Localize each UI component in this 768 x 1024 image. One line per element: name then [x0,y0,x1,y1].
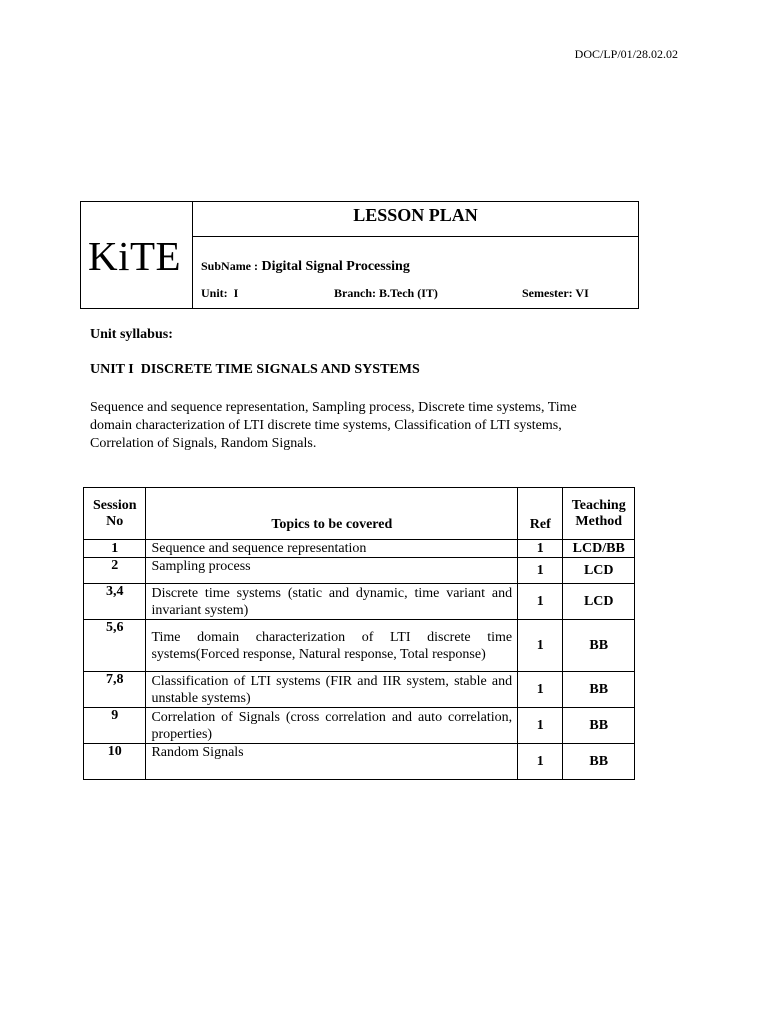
method-header-line2: Method [575,513,623,529]
session-no-header [84,488,146,540]
sessions-table [83,487,635,780]
ref-header: Ref [518,488,563,540]
table-row [84,744,635,780]
ref: 1 [518,672,563,708]
session-no: 9 [84,708,146,744]
ref: 1 [518,558,563,584]
method-header-line1: Teaching [571,497,626,513]
semester-field: Semester: VI [522,286,589,300]
ref: 1 [518,620,563,672]
session-no: 2 [84,558,146,584]
unit-heading: UNIT I DISCRETE TIME SIGNALS AND SYSTEMS [90,362,420,377]
teaching-method: LCD [563,558,635,584]
session-header-line2: No [106,513,124,529]
topic: Time domain characterization of LTI discrete time systems(Forced response, Natural response, Total response) [146,620,518,672]
teaching-method: LCD [563,584,635,620]
session-no: 3,4 [84,584,146,620]
teaching-method-header [563,488,635,540]
subject-name-row [201,259,410,275]
topic: Classification of LTI systems (FIR and IIR system, stable and unstable systems) [146,672,518,708]
topic: Random Signals [146,744,518,780]
topic: Discrete time systems (static and dynamic, time variant and invariant system) [146,584,518,620]
session-no: 7,8 [84,672,146,708]
ref: 1 [518,744,563,780]
ref: 1 [518,584,563,620]
topics-header: Topics to be covered [146,488,518,540]
topic: Sampling process [146,558,518,584]
ref: 1 [518,540,563,558]
topic: Correlation of Signals (cross correlation and auto correlation, properties) [146,708,518,744]
logo-cell [81,202,193,308]
session-header-line1: Session [92,497,137,513]
teaching-method: BB [563,620,635,672]
table-row [84,708,635,744]
subname-value: Digital Signal Processing [261,259,410,274]
unit-syllabus-label: Unit syllabus: [90,327,173,342]
table-row [84,620,635,672]
branch-field: Branch: B.Tech (IT) [334,286,438,300]
teaching-method: BB [563,708,635,744]
ref: 1 [518,708,563,744]
teaching-method: BB [563,744,635,780]
syllabus-text: Sequence and sequence representation, Sampling process, Discrete time systems, Time domain characterization of LTI discrete time systems, Classification of LTI systems, Correlation of Signals, Random Signals. [90,400,577,451]
table-row [84,672,635,708]
kite-logo: KiTE [88,233,182,279]
unit-field: Unit: I [201,286,239,300]
table-row [84,558,635,584]
table-row [84,584,635,620]
teaching-method: BB [563,672,635,708]
subname-label: SubName : [201,259,259,273]
page-title: LESSON PLAN [193,202,638,237]
table-row [84,540,635,558]
topic: Sequence and sequence representation [146,540,518,558]
session-no: 1 [84,540,146,558]
document-code: DOC/LP/01/28.02.02 [574,47,678,61]
teaching-method: LCD/BB [563,540,635,558]
session-no: 5,6 [84,620,146,672]
lesson-plan-header [80,201,639,309]
table-header-row [84,488,635,540]
session-no: 10 [84,744,146,780]
